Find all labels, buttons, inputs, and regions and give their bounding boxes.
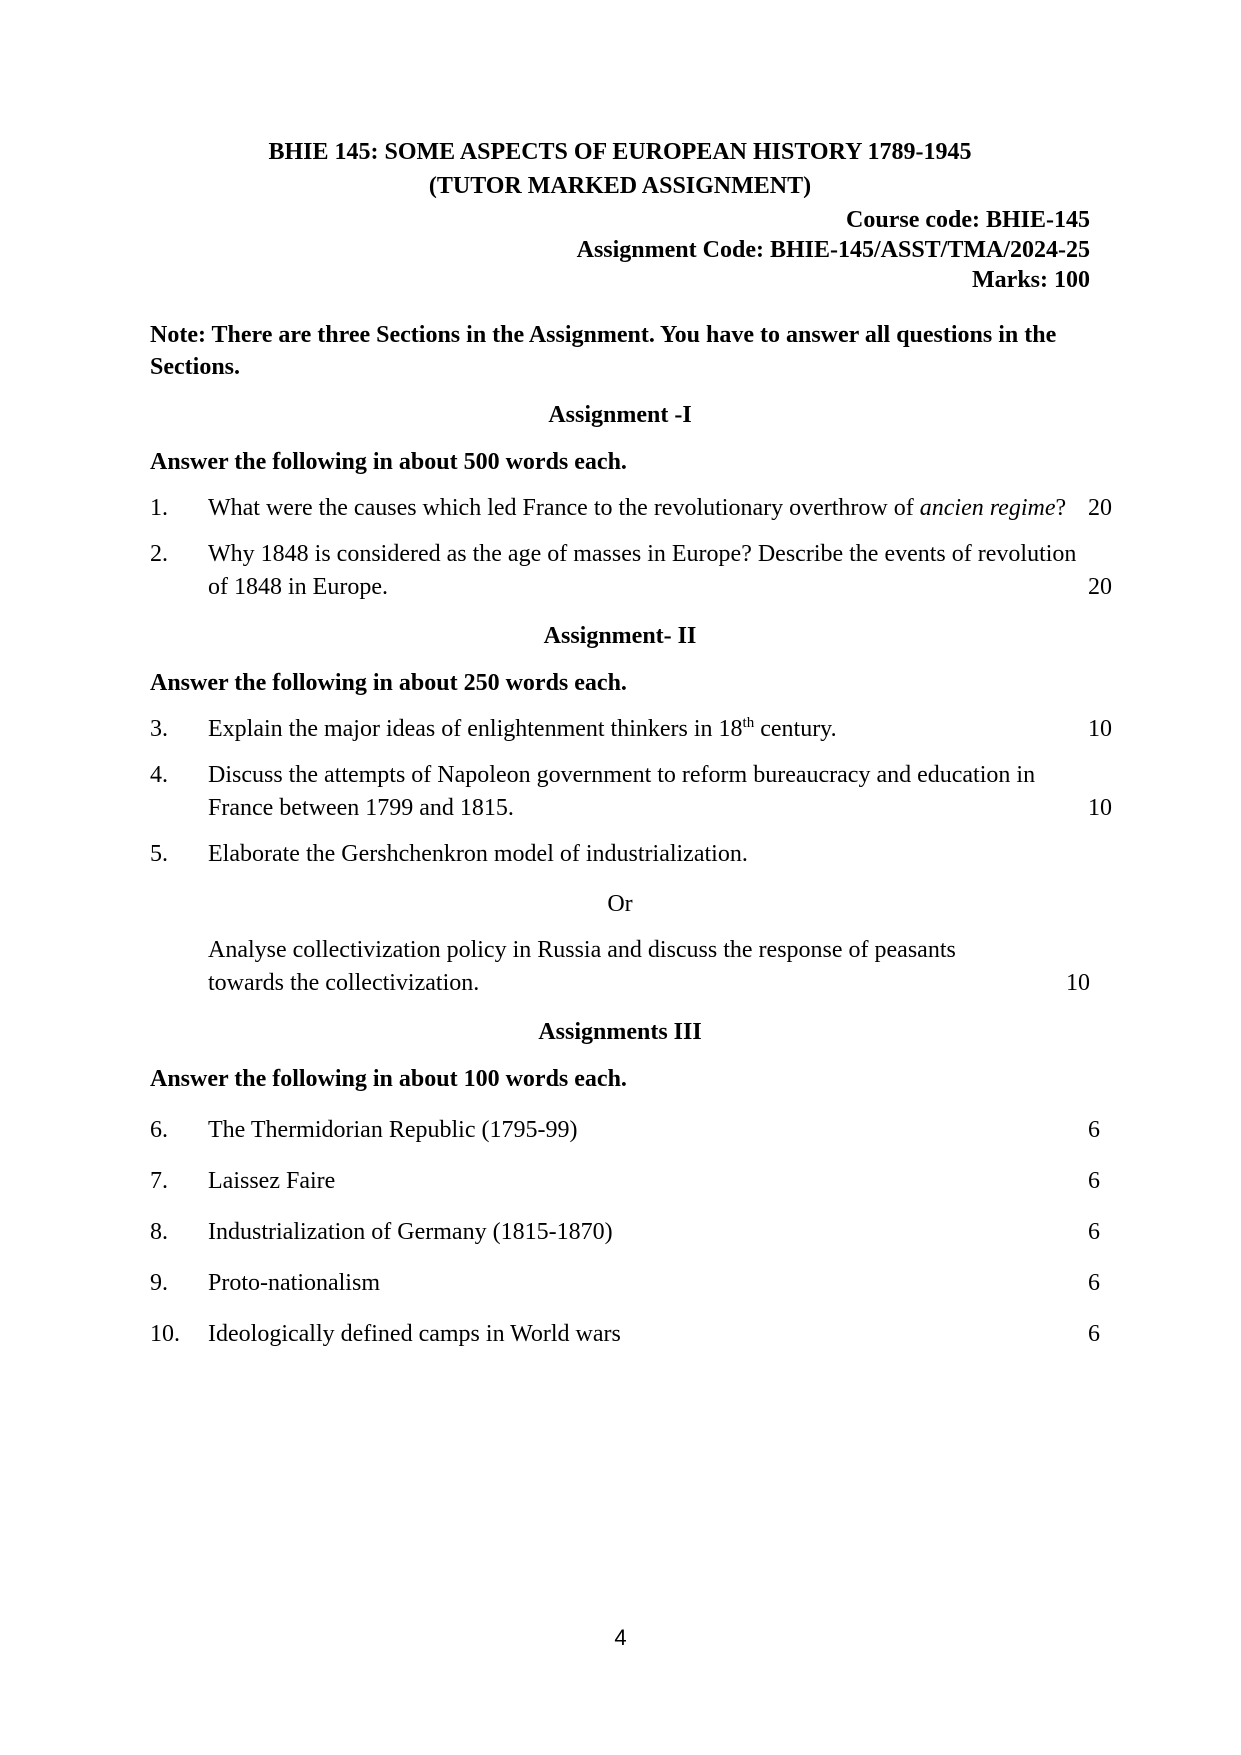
- section-1-instruction: Answer the following in about 500 words each.: [150, 449, 627, 475]
- or-separator: Or: [607, 891, 633, 917]
- question-1-number: 1.: [150, 495, 168, 521]
- title-line-1: BHIE 145: SOME ASPECTS OF EUROPEAN HISTORY 1789-1945: [268, 139, 972, 165]
- question-7-number: 7.: [150, 1168, 168, 1194]
- note-text: Note: There are three Sections in the Assignment. You have to answer all questions in the Sections.: [150, 322, 1057, 380]
- question-row-2: [150, 538, 1112, 604]
- assignment-code: Assignment Code: BHIE-145/ASST/TMA/2024-25: [576, 237, 1090, 263]
- question-3-text-before: Explain the major ideas of enlightenment thinkers in 18: [208, 716, 743, 742]
- section-3-heading: Assignments III: [538, 1019, 702, 1045]
- question-6-marks: 6: [1088, 1117, 1100, 1143]
- question-3-marks: 10: [1088, 716, 1112, 742]
- question-1-text: [208, 492, 1088, 525]
- page-number: 4: [614, 1625, 627, 1650]
- question-8-number: 8.: [150, 1219, 168, 1245]
- question-9-text: Proto-nationalism: [208, 1270, 380, 1296]
- course-code: Course code: BHIE-145: [846, 207, 1090, 233]
- question-3-number: 3.: [150, 716, 168, 742]
- total-marks: Marks: 100: [972, 267, 1090, 293]
- question-1-text-before: What were the causes which led France to the revolutionary overthrow of: [208, 495, 920, 521]
- question-3-text: [208, 713, 1088, 746]
- question-10-text: Ideologically defined camps in World wars: [208, 1321, 621, 1347]
- question-row-3: [150, 713, 1112, 746]
- question-row-1: [150, 492, 1112, 525]
- question-10-marks: 6: [1088, 1321, 1100, 1347]
- question-row-8: [150, 1216, 1100, 1249]
- question-1-italic-phrase: ancien regime: [919, 495, 1056, 521]
- section-3-instruction: Answer the following in about 100 words each.: [150, 1066, 627, 1092]
- title-line-2: (TUTOR MARKED ASSIGNMENT): [428, 173, 812, 199]
- question-2-marks: 20: [1088, 574, 1112, 600]
- section-1-heading: Assignment -I: [548, 402, 692, 428]
- question-row-5-alternative: [150, 934, 1090, 1000]
- question-2-number: 2.: [150, 541, 168, 567]
- question-5-alternative-text: Analyse collectivization policy in Russia and discuss the response of peasants towards the collectivization.: [208, 937, 956, 996]
- question-5-text: Elaborate the Gershchenkron model of industrialization.: [208, 841, 748, 867]
- question-4-number: 4.: [150, 762, 168, 788]
- question-3-text-after: century.: [754, 716, 837, 742]
- question-row-6: [150, 1114, 1100, 1147]
- question-5-alternative-marks: 10: [1066, 970, 1090, 996]
- question-10-number: 10.: [150, 1321, 180, 1347]
- section-2-heading: Assignment- II: [543, 623, 697, 649]
- question-8-marks: 6: [1088, 1219, 1100, 1245]
- section-2-instruction: Answer the following in about 250 words each.: [150, 670, 627, 696]
- question-2-text: Why 1848 is considered as the age of masses in Europe? Describe the events of revolution of 1848 in Europe.: [208, 541, 1077, 600]
- question-6-text: The Thermidorian Republic (1795-99): [208, 1117, 578, 1143]
- question-4-marks: 10: [1088, 795, 1112, 821]
- document-meta: [150, 205, 1090, 295]
- question-7-marks: 6: [1088, 1168, 1100, 1194]
- document-title: [150, 135, 1090, 203]
- question-4-text: Discuss the attempts of Napoleon government to reform bureaucracy and education in France between 1799 and 1815.: [208, 762, 1036, 821]
- question-row-10: [150, 1318, 1100, 1351]
- question-9-number: 9.: [150, 1270, 168, 1296]
- question-1-text-after: ?: [1055, 495, 1067, 521]
- question-9-marks: 6: [1088, 1270, 1100, 1296]
- question-1-marks: 20: [1088, 495, 1112, 521]
- question-row-7: [150, 1165, 1100, 1198]
- question-row-5: [150, 838, 1090, 871]
- question-8-text: Industrialization of Germany (1815-1870): [208, 1219, 613, 1245]
- question-3-superscript: th: [742, 715, 755, 731]
- question-6-number: 6.: [150, 1117, 168, 1143]
- question-row-4: [150, 759, 1112, 825]
- question-7-text: Laissez Faire: [208, 1168, 336, 1194]
- question-row-9: [150, 1267, 1100, 1300]
- question-5-number: 5.: [150, 841, 168, 867]
